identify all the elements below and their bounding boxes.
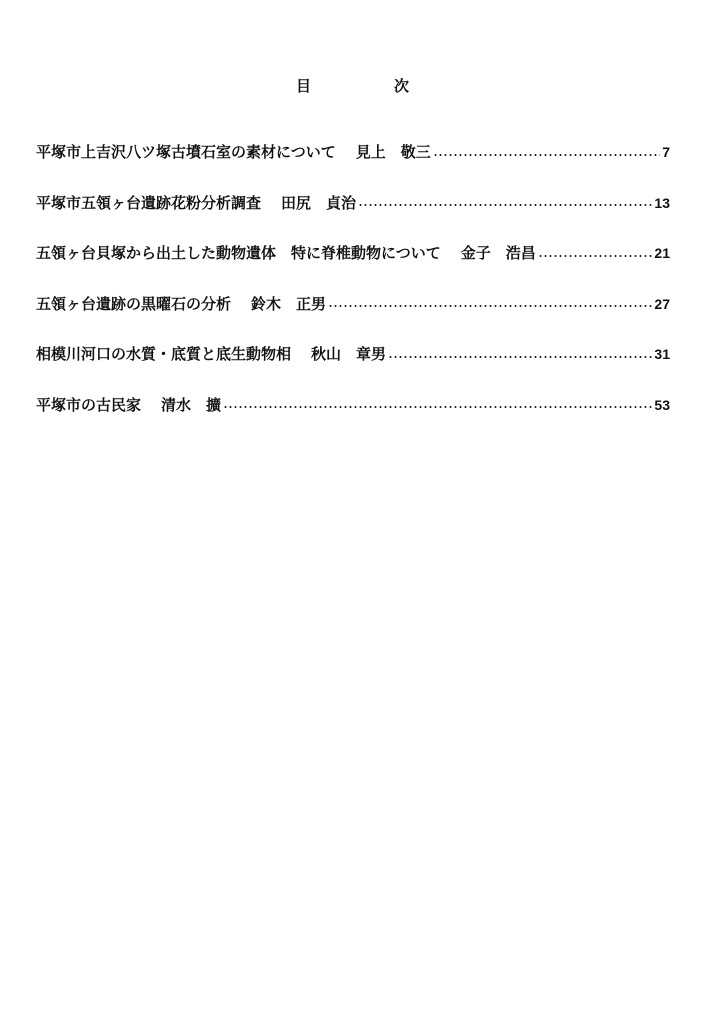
dot-leader: [433, 150, 660, 159]
dot-leader: [328, 302, 652, 311]
entry-author: 金子 浩昌: [460, 244, 536, 263]
toc-entry: [36, 342, 670, 367]
dot-leader: [538, 251, 653, 260]
entry-page-number: 7: [662, 144, 670, 160]
entry-page-number: 27: [654, 295, 670, 312]
table-of-contents: [36, 140, 670, 444]
entry-title: 平塚市の古民家: [36, 395, 142, 414]
entry-author: 見上 敬三: [355, 143, 431, 161]
entry-page-number: 21: [654, 245, 670, 262]
dot-leader: [358, 201, 652, 210]
page-title-char: 目: [296, 77, 312, 95]
toc-entry: [36, 292, 670, 317]
entry-title: 平塚市五領ヶ台遺跡花粉分析調査: [36, 193, 262, 212]
dot-leader: [223, 403, 652, 412]
toc-entry: [36, 393, 670, 418]
page-title: [0, 74, 720, 100]
entry-author: 田尻 貞治: [281, 193, 357, 212]
entry-title: 平塚市上吉沢八ツ塚古墳石室の素材について: [36, 143, 336, 161]
entry-author: 清水 擴: [161, 395, 222, 414]
entry-page-number: 53: [654, 396, 670, 413]
entry-title: 五領ヶ台貝塚から出土した動物遺体 特に脊椎動物について: [36, 244, 441, 263]
page-title-char: 次: [394, 77, 410, 95]
toc-entry: [36, 140, 670, 165]
entry-author: 鈴木 正男: [251, 294, 327, 313]
toc-entry: [36, 191, 670, 216]
toc-entry: [36, 241, 670, 266]
entry-title: 相模川河口の水質・底質と底生動物相: [36, 345, 292, 364]
entry-author: 秋山 章男: [311, 345, 387, 364]
entry-page-number: 13: [654, 194, 670, 211]
dot-leader: [388, 352, 652, 361]
entry-title: 五領ヶ台遺跡の黒曜石の分析: [36, 294, 232, 313]
entry-page-number: 31: [654, 346, 670, 363]
